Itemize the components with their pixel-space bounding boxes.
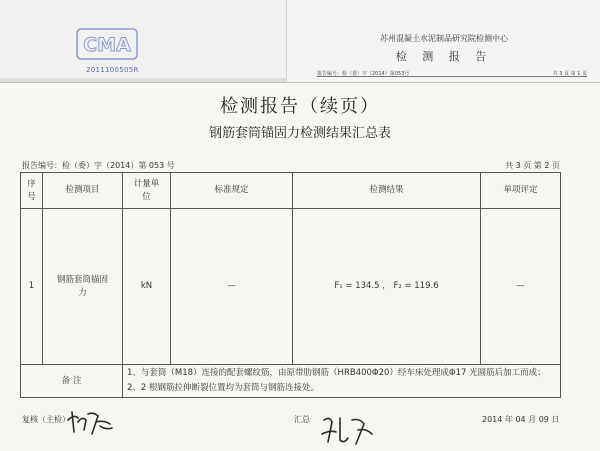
page-info: 共 3 页 第 2 页 xyxy=(505,161,560,170)
cell-evaluation: — xyxy=(481,209,561,365)
cell-result: F₁ = 134.5 ， F₂ = 119.6 xyxy=(293,209,481,365)
results-table xyxy=(20,172,561,398)
back-page xyxy=(0,0,287,78)
cover-page xyxy=(286,0,600,82)
report-date: 2014 年 04 月 09 日 xyxy=(482,415,560,424)
cma-logo xyxy=(76,28,138,60)
header-unit: 计量单位 xyxy=(123,173,171,209)
cell-item: 钢筋套筒锚固力 xyxy=(43,209,123,365)
report-number: 报告编号：检（委）字（2014）第 053 号 xyxy=(22,161,175,170)
summary-signature xyxy=(318,412,376,448)
table-header-row xyxy=(21,173,561,209)
note-line-2: 2、2 根钢筋拉伸断裂位置均为套筒与钢筋连接处。 xyxy=(127,383,320,393)
note-label: 备 注 xyxy=(21,365,123,398)
cell-standard: — xyxy=(171,209,293,365)
summary-label: 汇总 xyxy=(294,415,310,424)
header-evaluation: 单项评定 xyxy=(481,173,561,209)
cell-unit: kN xyxy=(123,209,171,365)
cma-id: 2011100505R xyxy=(86,66,139,74)
cell-seq: 1 xyxy=(21,209,43,365)
note-content xyxy=(123,365,561,398)
cover-page-info: 共 3 页 第 1 页 xyxy=(552,71,587,77)
cover-title: 检 测 报 告 xyxy=(395,50,493,63)
note-row xyxy=(21,365,561,398)
header-seq: 序号 xyxy=(21,173,43,209)
header-item: 检测项目 xyxy=(43,173,123,209)
cover-divider xyxy=(317,76,587,77)
page-subtitle: 钢筋套筒锚固力检测结果汇总表 xyxy=(208,126,391,141)
page-title: 检测报告（续页） xyxy=(220,96,380,117)
cover-organization: 苏州混凝土水泥制品研究院检测中心 xyxy=(380,34,508,43)
review-label: 复核（主检） xyxy=(22,415,70,424)
svg-text:CMA: CMA xyxy=(83,34,131,56)
reviewer-signature xyxy=(64,408,116,438)
table-row xyxy=(21,209,561,365)
cover-report-no: 报告编号：检（委）字（2014）第053号 xyxy=(317,71,410,77)
header-result: 检测结果 xyxy=(293,173,481,209)
note-line-1: 1、与套筒（M18）连接的配套螺纹筋，由原带肋钢筋（HRB400Φ20）经车床处理成Φ17 光圆筋后加工而成； xyxy=(127,367,546,378)
header-standard: 标准规定 xyxy=(171,173,293,209)
